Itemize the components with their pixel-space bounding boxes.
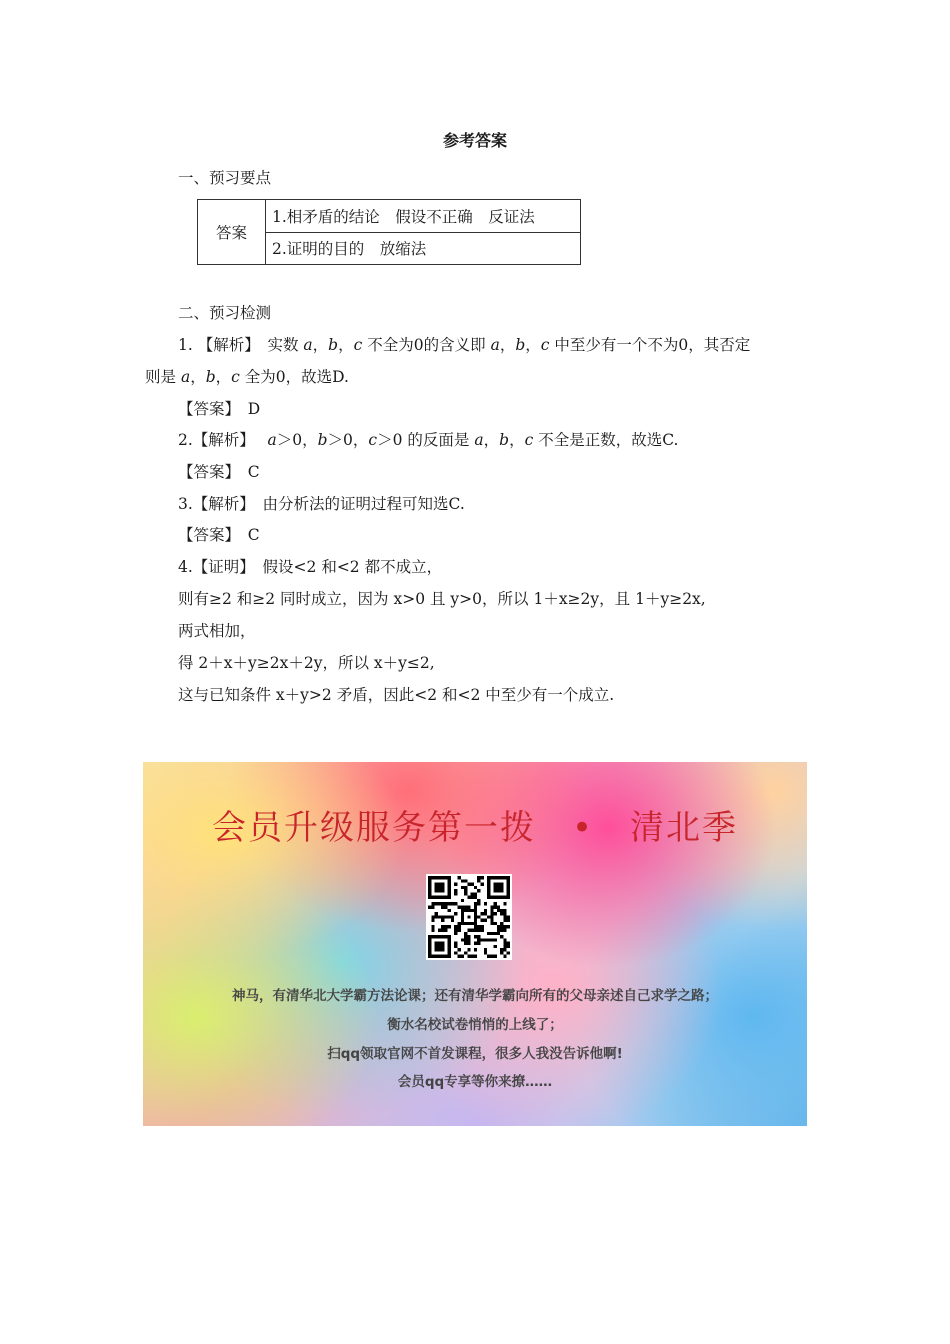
q3-analysis: 3.【解析】 由分析法的证明过程可知选C. <box>178 495 465 513</box>
q1-mid: 不全为0的含义即 <box>367 336 486 354</box>
page-title: 参考答案 <box>442 131 507 150</box>
q1-answer: 【答案】 D <box>178 400 261 418</box>
q2-prefix: 2.【解析】 <box>178 431 263 449</box>
banner-line-1: 神马，有清华北大学霸方法论课；还有清华学霸向所有的父母亲述自己求学之路； <box>232 988 718 1004</box>
answer-table-row-1: 1.相矛盾的结论 假设不正确 反证法 <box>266 200 581 233</box>
q2-answer: 【答案】 C <box>178 463 260 481</box>
q2-text2: 不全是正数，故选C. <box>538 431 679 449</box>
q1-prefix: 1. 【解析】 实数 <box>178 336 299 354</box>
answer-table <box>197 199 581 265</box>
banner-title: 会员升级服务第一拨 • 清北季 <box>211 808 739 848</box>
answer-table-label: 答案 <box>198 200 266 265</box>
banner-line-2: 衡水名校试卷悄悄的上线了； <box>387 1017 563 1033</box>
q4-line5: 这与已知条件 x＋y>2 矛盾，因此<2 和<2 中至少有一个成立. <box>178 686 615 704</box>
q1-line2-a: 则是 <box>145 368 177 386</box>
q2-text: 的反面是 <box>407 431 470 449</box>
promo-banner <box>143 762 807 1126</box>
q4-line2: 则有≥2 和≥2 同时成立，因为 x>0 且 y>0，所以 1＋x≥2y，且 1＋y≥2x, <box>178 590 706 608</box>
section-heading-preview-points: 一、预习要点 <box>178 169 272 187</box>
q1-mid2: 中至少有一个不为0，其否定 <box>554 336 751 354</box>
banner-line-3: 扫qq领取官网不首发课程，很多人我没告诉他啊! <box>327 1046 623 1062</box>
banner-line-4: 会员qq专享等你来撩…… <box>397 1074 553 1090</box>
q1-analysis-line2: 则是 a，b，c 全为0，故选D. <box>145 368 349 386</box>
q4-line4: 得 2＋x＋y≥2x＋2y，所以 x＋y≤2, <box>178 654 435 672</box>
q2-analysis: 2.【解析】 a＞0，b＞0，c＞0 的反面是 a，b，c 不全是正数，故选C. <box>178 431 679 449</box>
q4-line1: 4.【证明】 假设<2 和<2 都不成立， <box>178 558 443 576</box>
section-heading-preview-check: 二、预习检测 <box>178 304 272 322</box>
q3-answer: 【答案】 C <box>178 526 260 544</box>
answer-table-row-2: 2.证明的目的 放缩法 <box>266 232 581 265</box>
q1-analysis-line1: 1. 【解析】 实数 a，b，c 不全为0的含义即 a，b，c 中至少有一个不为0，其否定 <box>178 336 751 354</box>
qr-code-icon[interactable] <box>426 874 512 960</box>
q1-line2-b: 全为0，故选D. <box>244 368 349 386</box>
q4-line3: 两式相加， <box>178 622 256 640</box>
